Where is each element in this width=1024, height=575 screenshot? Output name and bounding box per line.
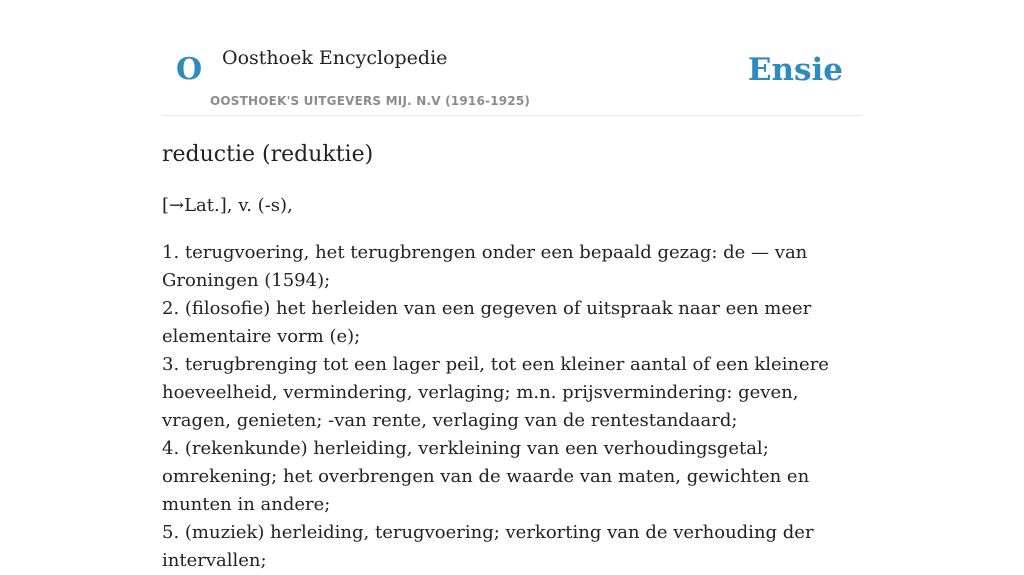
- definition-item: 5. (muziek) herleiding, terugvoering; verkorting van de verhouding der intervallen;: [162, 522, 814, 571]
- definition-item: 2. (filosofie) het herleiden van een gegeven of uitspraak naar een meer elementaire vorm (e);: [162, 298, 812, 347]
- entry-title: reductie (reduktie): [162, 142, 374, 167]
- definition-item: 4. (rekenkunde) herleiding, verkleining van een verhoudingsgetal; omrekening; het overbrengen van de waarde van maten, gewichten en munten in andere;: [162, 438, 810, 515]
- logo-letter[interactable]: O: [176, 52, 203, 87]
- site-subtitle: OOSTHOEK'S UITGEVERS MIJ. N.V (1916-1925): [210, 94, 531, 108]
- entry-etymology: [→Lat.], v. (-s),: [162, 195, 293, 216]
- site-title[interactable]: Oosthoek Encyclopedie: [222, 47, 448, 69]
- definition-item: 3. terugbrenging tot een lager peil, tot een kleiner aantal of een kleinere hoeveelheid, vermindering, verlaging; m.n. prijsvermindering: geven, vragen, genieten; -van rente, verlaging van de rentestandaard;: [162, 354, 829, 431]
- page-container: [162, 0, 862, 571]
- definition-list: [162, 239, 862, 575]
- brand-logo-link[interactable]: Ensie: [747, 52, 843, 88]
- site-header: [162, 0, 862, 116]
- definition-item: 1. terugvoering, het terugbrengen onder een bepaald gezag: de — van Groningen (1594);: [162, 242, 808, 291]
